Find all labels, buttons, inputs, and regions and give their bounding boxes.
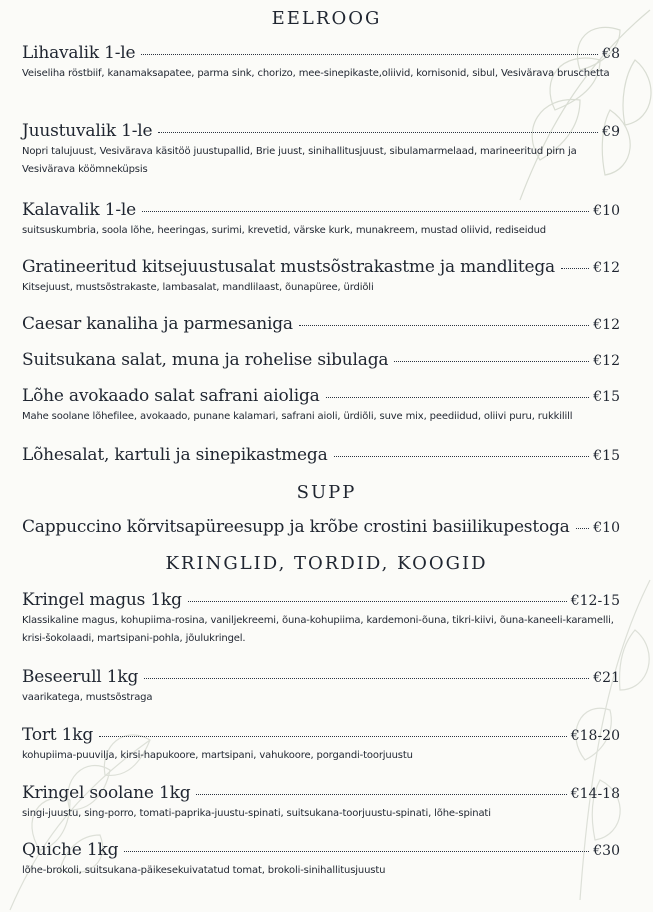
- menu-item-kringel-soolane: [22, 783, 620, 823]
- menu-item-beseerull: [22, 667, 620, 707]
- item-name: Kalavalik 1-le: [22, 200, 136, 220]
- item-name: Kringel soolane 1kg: [22, 783, 191, 803]
- item-price: €15: [593, 389, 620, 405]
- dot-leader: [99, 736, 567, 737]
- dot-leader: [124, 851, 589, 852]
- item-description: suitsuskumbria, soola lõhe, heeringas, surimi, krevetid, värske kurk, munakreem, mustad oliivid, rediseidud: [22, 225, 546, 236]
- menu-item-tort: [22, 725, 620, 765]
- item-name: Cappuccino kõrvitsapüreesupp ja krõbe crostini basiilikupestoga: [22, 517, 570, 537]
- item-description: Mahe soolane lõhefilee, avokaado, punane kalamari, safrani aioli, ürdiõli, suve mix, peediidud, oliivi puru, rukkilill: [22, 411, 573, 422]
- dot-leader: [142, 211, 589, 212]
- item-name: Suitsukana salat, muna ja rohelise sibulaga: [22, 350, 389, 370]
- item-price: €15: [593, 448, 620, 464]
- menu-item-lihavalik: [22, 43, 620, 83]
- menu-item-juustuvalik: [22, 121, 620, 179]
- menu-item-suitsukana-salat: [22, 350, 620, 370]
- section-heading-kringlid: KRINGLID, TORDID, KOOGID: [165, 553, 488, 574]
- item-name: Caesar kanaliha ja parmesaniga: [22, 314, 293, 334]
- item-price: €10: [593, 520, 620, 536]
- item-name: Beseerull 1kg: [22, 667, 139, 687]
- item-name: Lihavalik 1-le: [22, 43, 136, 63]
- item-name: Lõhe avokaado salat safrani aioliga: [22, 386, 320, 406]
- dot-leader: [576, 528, 590, 529]
- dot-leader: [144, 678, 589, 679]
- section-heading-eelroog: EELROOG: [271, 8, 382, 29]
- item-price: €10: [593, 203, 620, 219]
- item-price: €12: [593, 260, 620, 276]
- item-name: Tort 1kg: [22, 725, 94, 745]
- item-name: Kringel magus 1kg: [22, 590, 182, 610]
- menu-item-kitsejuustusalat: [22, 257, 620, 297]
- item-price: €18-20: [570, 728, 620, 744]
- item-name: Juustuvalik 1-le: [22, 121, 153, 141]
- item-description: vaarikatega, mustsõstraga: [22, 692, 153, 703]
- menu-item-quiche: [22, 840, 620, 880]
- menu-item-kalavalik: [22, 200, 620, 240]
- section-heading-supp: SUPP: [296, 482, 357, 503]
- menu-item-lohesalat: [22, 445, 620, 465]
- menu-item-kringel-magus: [22, 590, 620, 648]
- dot-leader: [299, 325, 589, 326]
- item-price: €21: [593, 670, 620, 686]
- dot-leader: [334, 456, 590, 457]
- dot-leader: [561, 268, 589, 269]
- dot-leader: [188, 601, 567, 602]
- item-description: Veiseliha röstbiif, kanamaksapatee, parma sink, chorizo, mee-sinepikaste,oliivid, kornisonid, sibul, Vesivärava bruschetta: [22, 68, 610, 79]
- item-description: Klassikaline magus, kohupiima-rosina, vaniljekreemi, õuna-kohupiima, kardemoni-õuna, tikri-kiivi, õuna-kaneeli-karamelli, krisi-šokolaadi, martsipani-pohla, jõulukringel.: [22, 615, 614, 644]
- item-description: singi-juustu, sing-porro, tomati-paprika-juustu-spinati, suitsukana-toorjuustu-spinati, lõhe-spinati: [22, 808, 491, 819]
- dot-leader: [141, 54, 598, 55]
- item-price: €14-18: [570, 786, 620, 802]
- item-price: €12: [593, 353, 620, 369]
- menu-item-lohe-avokaado: [22, 386, 620, 426]
- item-description: kohupiima-puuvilja, kirsi-hapukoore, martsipani, vahukoore, porgandi-toorjuustu: [22, 750, 413, 761]
- dot-leader: [394, 361, 589, 362]
- item-name: Quiche 1kg: [22, 840, 119, 860]
- item-name: Gratineeritud kitsejuustusalat mustsõstrakastme ja mandlitega: [22, 257, 555, 277]
- dot-leader: [196, 794, 566, 795]
- item-price: €9: [602, 124, 620, 140]
- dot-leader: [326, 397, 590, 398]
- menu-item-caesar: [22, 314, 620, 334]
- item-price: €12: [593, 317, 620, 333]
- menu-item-cappuccino-supp: [22, 517, 620, 537]
- item-name: Lõhesalat, kartuli ja sinepikastmega: [22, 445, 328, 465]
- item-description: Nopri talujuust, Vesivärava käsitöö juustupallid, Brie juust, sinihallitusjuust, sibulamarmelaad, marineeritud pirn ja Vesivärava köömneküpsis: [22, 146, 577, 175]
- dot-leader: [158, 132, 598, 133]
- item-price: €30: [593, 843, 620, 859]
- item-description: Kitsejuust, mustsõstrakaste, lambasalat, mandlilaast, õunapüree, ürdiõli: [22, 282, 374, 293]
- item-description: lõhe-brokoli, suitsukana-päikesekuivatatud tomat, brokoli-sinihallitusjuustu: [22, 865, 386, 876]
- item-price: €12-15: [570, 593, 620, 609]
- item-price: €8: [602, 46, 620, 62]
